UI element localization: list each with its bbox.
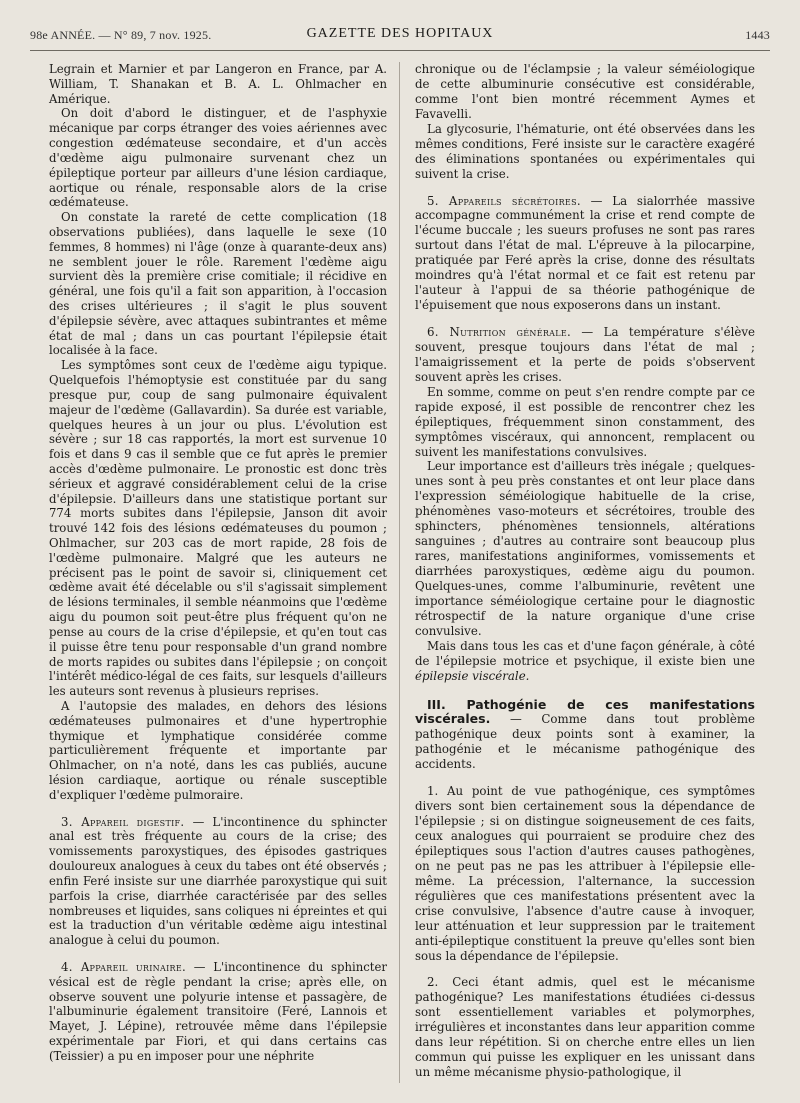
left-column — [49, 62, 387, 1064]
italic-term: épilepsie viscérale. — [415, 668, 530, 683]
section-heading: 5. Appareils sécrétoires. — [427, 193, 581, 208]
section-heading: III. Pathogénie de ces manifestations viscérales. — [415, 696, 755, 727]
paragraph: Les symptômes sont ceux de l'œdème aigu typique. Quelquefois l'hémoptysie est constituée par du sang presque pur, coup de sang pulmonaire équivalent majeur de l'œdème (Gallavardin). Sa durée est variable, quelques heures à un jour ou plus. L'évolution est sévère ; sur 18 cas rapportés, la mort est survenue 10 fois et dans 9 cas il semble que ce fut après le premier accès d'œdème pulmonaire. Le pronostic est donc très sérieux et aggravé considérablement celui de la crise d'épilepsie. D'ailleurs dans une statistique portant sur 774 morts subites dans l'épilepsie, Janson dit avoir trouvé 142 fois des lésions œdémateuses du poumon ; Ohlmacher, sur 203 cas de mort rapide, 28 fois de l'œdème pulmonaire. Malgré que les auteurs ne précisent pas le point de savoir si, cliniquement cet œdème avait été décelable ou s'il s'agissait simplement de lésions terminales, il semble néanmoins que l'œdème aigu du poumon soit peut-être plus fréquent qu'on ne pense au cours de la crise d'épilepsie, et qu'en tout cas il puisse être tenu pour responsable d'un grand nombre de morts rapides ou subites dans l'épilepsie ; on conçoit l'intérêt médico-légal de ces faits, sur lesquels d'ailleurs les auteurs sont revenus à plusieurs reprises. — [49, 358, 387, 699]
paragraph — [415, 639, 755, 684]
paragraph: En somme, comme on peut s'en rendre compte par ce rapide exposé, il est possible de rencontrer chez les épileptiques, fréquemment sinon constamment, des symptômes viscéraux, qui annoncent, remplacent ou suivent les manifestations convulsives. — [415, 384, 755, 459]
section-pathogeny — [415, 698, 755, 773]
paragraph: 1. Au point de vue pathogénique, ces symptômes divers sont bien certainement sous la dépendance de l'épilepsie ; si on distingue soigneusement de ces faits, ceux analogues qui pourraient se produire chez des épileptiques sous l'action d'autres causes pathogènes, on ne peut pas ne pas les attribuer à l'épilepsie elle-même. La précession, l'alternance, la succession régulières que ces manifestations présentent avec la crise convulsive, l'absence d'autre cause à invoquer, leur atténuation et leur suppression par le traitement anti-épileptique constituent la preuve qu'elles sont bien sous la dépendance de l'épilepsie. — [415, 784, 755, 963]
paragraph: A l'autopsie des malades, en dehors des lésions œdémateuses pulmonaires et d'une hypertrophie thymique et lymphatique considérée comme particulièrement fréquente et importante par Ohlmacher, on n'a noté, dans les cas publiés, aucune lésion cardiaque, aortique ou rénale susceptible d'expliquer l'œdème pulmoraire. — [49, 698, 387, 802]
paragraph: 2. Ceci étant admis, quel est le mécanisme pathogénique? Les manifestations étudiées ci-dessus sont essentiellement variables et polymorphes, irrégulières et inconstantes dans leur apparition comme dans leur répétition. Si on cherche entre elles un lien commun qui puisse les expliquer en les unissant dans un même mécanisme physio-pathologique, il — [415, 975, 755, 1080]
paragraph: On doit d'abord le distinguer, et de l'asphyxie mécanique par corps étranger des voies aériennes avec congestion œdémateuse secondaire, et d'un accès d'œdème aigu pulmonaire survenant chez un épileptique porteur par ailleurs d'une lésion cardiaque, aortique ou rénale, responsable alors de la crise œdémateuse. — [49, 106, 387, 210]
section-urinary — [49, 960, 387, 1064]
section-heading: 4. Appareil urinaire. — [61, 959, 187, 974]
section-digestive — [49, 815, 387, 948]
section-text: — La température s'élève souvent, presque toujours dans l'état de mal ; l'amaigrissement et la perte de poids s'observent souvent après les crises. — [415, 325, 755, 384]
header-rule — [30, 50, 770, 51]
paragraph: chronique ou de l'éclampsie ; la valeur séméiologique de cette albuminurie consécutive est considérable, comme l'ont bien montré récemment Aymes et Favavelli. — [415, 62, 755, 121]
right-column — [415, 62, 755, 1080]
section-heading: 6. Nutrition générale. — [427, 325, 572, 339]
section-text: — L'incontinence du sphincter anal est très fréquente au cours de la crise; des vomissements paroxystiques, des épisodes gastriques douloureux analogues à ceux du tabes ont été observés ; enfin Feré insiste sur une diarrhée paroxystique qui suit parfois la crise, diarrhée caractérisée par des selles nombreuses et liquides, sans coliques ni épreintes et qui est la traduction d'un véritable œdème aigu intestinal analogue à celui du poumon. — [49, 814, 388, 948]
paragraph: La glycosurie, l'hématurie, ont été observées dans les mêmes conditions, Feré insiste sur le caractère exagéré des éliminations spontanées ou expérimentales qui suivent la crise. — [415, 121, 755, 181]
issue-info: 98e ANNÉE. — N° 89, 7 nov. 1925. — [30, 28, 212, 42]
section-nutrition — [415, 325, 755, 385]
section-text: — Comme dans tout problème pathogénique deux points sont à examiner, la pathogénie et le mécanisme pathogénique des accidents. — [415, 712, 755, 772]
column-divider — [399, 62, 400, 1083]
section-heading: 3. Appareil digestif. — [61, 814, 185, 829]
page-number: 1443 — [745, 28, 770, 42]
section-secretory — [415, 194, 755, 314]
section-text: — L'incontinence du sphincter vésical est de règle pendant la crise; après elle, on observe souvent une polyurie intense et passagère, de l'albuminurie également transitoire (Feré, Lannois et Mayet, J. Lépine), retrouvée même dans l'épilepsie expérimentale par Fiori, et qui dans certains cas (Teissier) a pu en imposer pour une néphrite — [49, 959, 387, 1063]
paragraph: Leur importance est d'ailleurs très inégale ; quelques-unes sont à peu près constantes et ont leur place dans l'expression séméiologique habituelle de la crise, phénomènes vaso-moteurs et sécrétoires, trouble des sphincters, phénomènes tensionnels, altérations sanguines ; d'autres au contraire sont beaucoup plus rares, manifestations anginiformes, vomissements et diarrhées paroxystiques, œdème aigu du poumon. Quelques-unes, comme l'albuminurie, revêtent une importance séméiologique certaine pour le diagnostic rétrospectif de la nature organique d'une crise convulsive. — [415, 459, 755, 638]
paragraph: Legrain et Marnier et par Langeron en France, par A. William, T. Shanakan et B. A. L. Ohlmacher en Amérique. — [49, 62, 387, 106]
running-header — [30, 24, 770, 46]
paragraph-text: Mais dans tous les cas et d'une façon générale, à côté de l'épilepsie motrice et psychique, il existe bien une — [415, 638, 755, 668]
paragraph: On constate la rareté de cette complication (18 observations publiées), dans laquelle le sexe (10 femmes, 8 hommes) ni l'âge (onze à quarante-deux ans) ne semblent jouer le rôle. Rarement l'œdème aigu survient dès la première crise comitiale; il récidive en général, une fois qu'il a fait son apparition, à l'occasion des crises ultérieures ; il s'agit le plus souvent d'épilepsie sévère, avec attaques subintrantes et même état de mal ; dans un cas pourtant l'épilepsie était localisée à la face. — [49, 210, 387, 358]
section-text: — La sialorrhée massive accompagne communément la crise et rend compte de l'écume buccale ; les sueurs profuses ne sont pas rares surtout dans l'état de mal. L'épreuve à la pilocarpine, pratiquée par Feré après la crise, donne des résultats moindres qu'à l'état normal et ce fait est retenu par l'auteur à l'appui de sa théorie pathogénique de l'épuisement que nous exposerons dans un instant. — [415, 193, 755, 313]
journal-title: GAZETTE DES HOPITAUX — [306, 26, 494, 41]
